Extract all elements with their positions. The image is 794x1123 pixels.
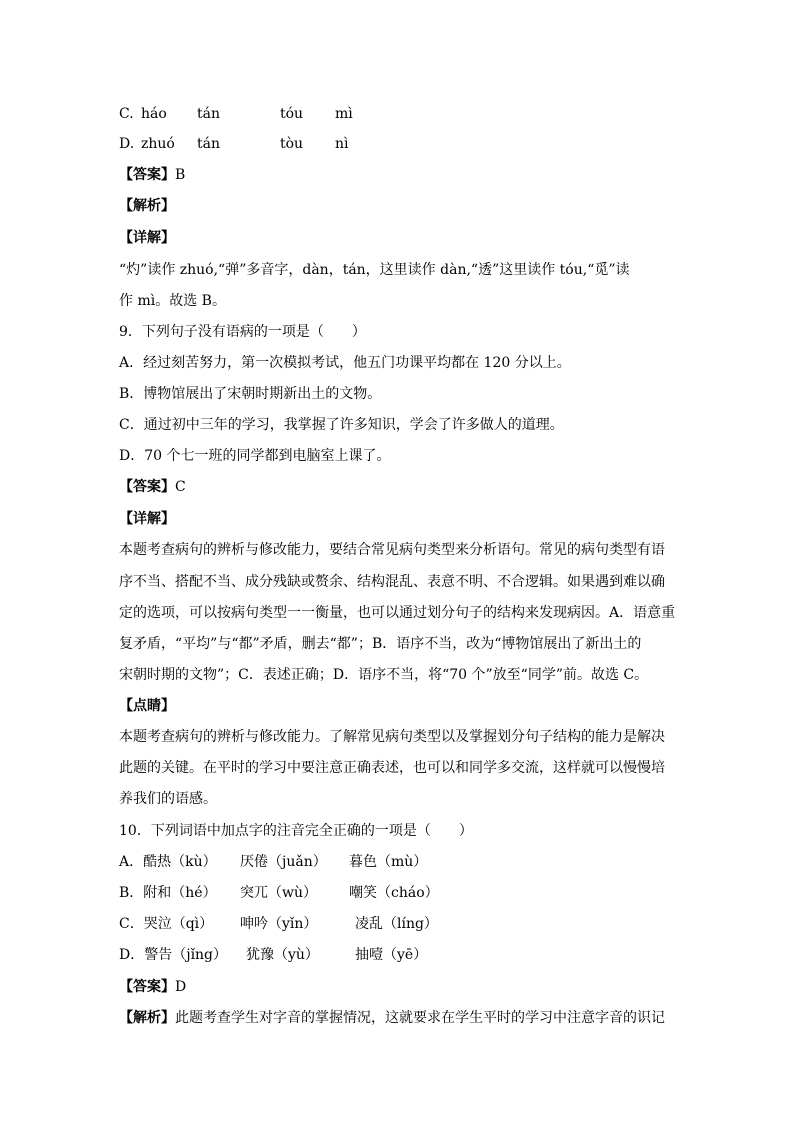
option-word: 凌乱（líng）	[355, 916, 438, 932]
answer-value: B	[175, 167, 186, 183]
q10-analysis	[119, 1008, 665, 1028]
q10-question: 10．下列词语中加点字的注音完全正确的一项是（ ）	[119, 823, 473, 839]
answer-label: 【答案】	[119, 979, 175, 995]
q10-option-d	[119, 945, 427, 965]
q9-detail-line: 本题考查病句的辨析与修改能力，要结合常见病句类型来分析语句。常见的病句类型有语	[119, 542, 665, 558]
q10-answer	[119, 977, 186, 997]
option-letter: D.	[119, 136, 135, 152]
q9-point-line: 此题的关键。在平时的学习中要注意正确表述，也可以和同学多交流，这样就可以慢慢培	[119, 760, 665, 776]
analysis-label: 【解析】	[119, 1010, 175, 1026]
pinyin: mì	[335, 106, 353, 122]
q8-option-c	[119, 104, 353, 124]
option-word: B．附和（hé）	[119, 885, 217, 901]
q9-detail-line: 定的选项，可以按病句类型一一衡量，也可以通过划分句子的结构来发现病因。A．语意重	[119, 605, 676, 621]
q9-option-d: D．70 个七一班的同学都到电脑室上课了。	[119, 448, 391, 464]
option-word: 厌倦（juǎn）	[240, 854, 327, 870]
option-letter: C.	[119, 106, 134, 122]
q9-detail-line: 复矛盾，“平均”与“都”矛盾，删去“都”；B．语序不当，改为“博物馆展出了新出土的	[119, 636, 642, 652]
q10-option-c	[119, 914, 438, 934]
q9-option-a: A．经过刻苦努力，第一次模拟考试，他五门功课平均都在 120 分以上。	[119, 355, 571, 371]
q9-detail-line: 宋朝时期的文物”；C．表述正确；D．语序不当，将“70 个”放至“同学”前。故选 C。	[119, 667, 649, 683]
option-word: 突兀（wù）	[240, 885, 317, 901]
q10-option-b	[119, 883, 439, 903]
q8-detail-line: “灼”读作 zhuó,“弹”多音字，dàn，tán，这里读作 dàn,“透”这里读作 tóu,“觅”读	[119, 262, 630, 278]
q9-detail-label: 【详解】	[119, 511, 175, 527]
q8-analysis-label: 【解析】	[119, 198, 175, 214]
answer-value: C	[175, 479, 186, 495]
q9-point-line: 本题考查病句的辨析与修改能力。了解常见病句类型以及掌握划分句子结构的能力是解决	[119, 729, 665, 745]
q9-option-b: B．博物馆展出了宋朝时期新出土的文物。	[119, 386, 382, 402]
q10-option-a	[119, 852, 427, 872]
q9-point-label: 【点睛】	[119, 698, 175, 714]
option-word: 抽噎（yē）	[355, 947, 428, 963]
option-word: 呻吟（yǐn）	[240, 916, 318, 932]
option-word: 犹豫（yù）	[246, 947, 319, 963]
q8-detail-line: 作 mì。故选 B。	[119, 293, 226, 309]
pinyin: tòu	[280, 136, 304, 152]
option-word: 暮色（mù）	[349, 854, 428, 870]
pinyin: zhuó	[141, 136, 175, 152]
q9-point-line: 养我们的语感。	[119, 791, 217, 807]
q9-answer	[119, 477, 186, 497]
option-word: 嘲笑（cháo）	[349, 885, 439, 901]
q8-detail-label: 【详解】	[119, 230, 175, 246]
answer-label: 【答案】	[119, 167, 175, 183]
q9-question: 9．下列句子没有语病的一项是（ ）	[119, 324, 366, 340]
answer-value: D	[175, 979, 187, 995]
q9-detail-line: 序不当、搭配不当、成分残缺或赘余、结构混乱、表意不明、不合逻辑。如果遇到难以确	[119, 574, 665, 590]
pinyin: tóu	[280, 106, 304, 122]
option-word: D．警告（jǐng）	[119, 947, 228, 963]
pinyin: tán	[197, 136, 220, 152]
analysis-text: 此题考查学生对字音的掌握情况，这就要求在学生平时的学习中注意字音的识记	[175, 1010, 665, 1026]
q8-answer	[119, 165, 185, 185]
pinyin: tán	[197, 106, 220, 122]
q8-option-d	[119, 134, 349, 154]
answer-label: 【答案】	[119, 479, 175, 495]
pinyin: háo	[141, 106, 167, 122]
option-word: A．酷热（kù）	[119, 854, 217, 870]
option-word: C．哭泣（qì）	[119, 916, 214, 932]
pinyin: nì	[335, 136, 349, 152]
q9-option-c: C．通过初中三年的学习，我掌握了许多知识，学会了许多做人的道理。	[119, 417, 564, 433]
